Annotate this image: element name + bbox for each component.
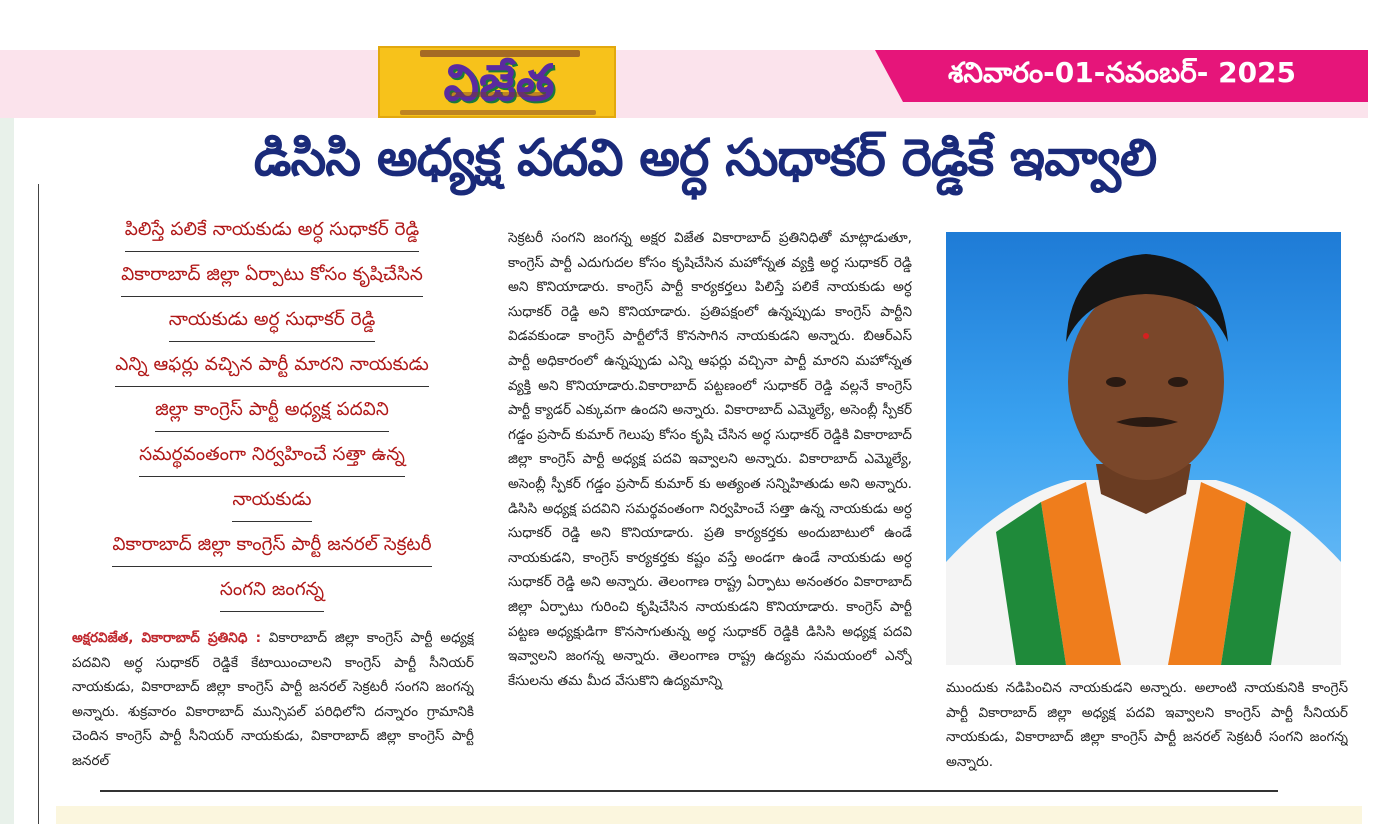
article-dateline: అక్షరవిజేత, వికారాబాద్ ప్రతినిధి : bbox=[72, 630, 262, 646]
highlight-line: వికారాబాద్ జిల్లా కాంగ్రెస్ పార్టీ జనరల్ సెక్రటరీ bbox=[112, 531, 431, 567]
column-divider-line bbox=[38, 184, 39, 824]
logo-tagline-bottom bbox=[400, 110, 596, 115]
highlight-line: జిల్లా కాంగ్రెస్ పార్టీ అధ్యక్ష పదవిని bbox=[155, 396, 389, 432]
logo-name: విజేత bbox=[443, 54, 555, 112]
highlight-line: ఎన్ని ఆఫర్లు వచ్చిన పార్టీ మారని నాయకుడు bbox=[115, 351, 429, 387]
article-headline: డిసిసి అధ్యక్ష పదవి అర్ధ సుధాకర్ రెడ్డికే ఇవ్వాలి bbox=[253, 129, 1157, 188]
article-column-2: సెక్రటరీ సంగని జంగన్న అక్షర విజేత వికారాబాద్ ప్రతినిధితో మాట్లాడుతూ, కాంగ్రెస్ పార్టీ ఎదుగుదల కోసం కృషిచేసిన మహోన్నత వ్యక్తి అర్ధ సుధాకర్ రెడ్డి అని కొనియాడారు. కాంగ్రెస్ పార్టీ కార్యకర్తలు పిలిస్తే పలికే నాయకుడు అర్ధ సుధాకర్ రెడ్డి అని కొనియాడారు. ప్రతిపక్షంలో ఉన్నప్పుడు కాంగ్రెస్ పార్టీని విడవకుండా కాంగ్రెస్ పార్టీలోనే కొనసాగిన నాయకుడని అన్నారు. బిఆర్ఎస్ పార్టీ అధికారంలో ఉన్నప్పుడు ఎన్ని ఆఫర్లు వచ్చినా పార్టీ మారని మహోన్నత వ్యక్తి అని కొనియాడారు.వికారాబాద్ పట్టణంలో సుధాకర్ రెడ్డి వల్లనే కాంగ్రెస్ పార్టీ క్యాడర్ ఎక్కువగా ఉందని అన్నారు. వికారాబాద్ ఎమ్మెల్యే, అసెంబ్లీ స్పీకర్ గడ్డం ప్రసాద్ కుమార్ గెలుపు కోసం కృషి చేసిన అర్ధ సుధాకర్ రెడ్డికి వికారాబాద్ జిల్లా కాంగ్రెస్ పార్టీ అధ్యక్ష పదవి ఇవ్వాలని అన్నారు. వికారాబాద్ ఎమ్మెల్యే, అసెంబ్లీ స్పీకర్ గడ్డం ప్రసాద్ కుమార్ కు అత్యంత సన్నిహితుడు అని అన్నారు. డిసిసి అధ్యక్ష పదవిని సమర్థవంతంగా నిర్వహించే సత్తా ఉన్న నాయకుడు అర్ధ సుధాకర్ రెడ్డి అని కొనియాడారు. ప్రతి కార్యకర్తకు అందుబాటులో ఉండే నాయకుడని, కాంగ్రెస్ కార్యకర్తకు కష్టం వస్తే అండగా ఉండే నాయకుడు అర్ధ సుధాకర్ రెడ్డి అని అన్నారు. తెలంగాణ రాష్ట్ర ఏర్పాటు అనంతరం వికారాబాద్ జిల్లా ఏర్పాటు గురించి కృషిచేసిన నాయకుడని కొనియాడారు. కాంగ్రెస్ పార్టీ పట్టణ అధ్యక్షుడిగా కొనసాగుతున్న అర్ధ సుధాకర్ రెడ్డికి డిసిసి అధ్యక్ష పదవి ఇవ్వాలని జంగన్న అన్నారు. తెలంగాణ రాష్ట్ర ఉద్యమ సమయంలో ఎన్నో కేసులను తమ మీద వేసుకొని ఉద్యమాన్ని bbox=[508, 230, 912, 689]
article-end-rule bbox=[100, 790, 1278, 792]
highlights-box bbox=[66, 216, 478, 621]
highlight-line: నాయకుడు అర్ధ సుధాకర్ రెడ్డి bbox=[169, 306, 376, 342]
leader-photo bbox=[946, 232, 1341, 665]
person-portrait-icon bbox=[946, 232, 1341, 665]
highlight-line: సమర్థవంతంగా నిర్వహించే సత్తా ఉన్న bbox=[139, 441, 405, 477]
article-column-1-text: వికారాబాద్ జిల్లా కాంగ్రెస్ పార్టీ అధ్యక్ష పదవిని అర్ధ సుధాకర్ రెడ్డికే కేటాయించాలని కాంగ్రెస్ పార్టీ సీనియర్ నాయకుడు, వికారాబాద్ జిల్లా కాంగ్రెస్ పార్టీ జనరల్ సెక్రటరీ సంగని జంగన్న అన్నారు. శుక్రవారం వికారాబాద్ మున్సిపల్ పరిధిలోని దన్నారం గ్రామానికి చెందిన కాంగ్రెస్ పార్టీ సీనియర్ నాయకుడు, వికారాబాద్ జిల్లా కాంగ్రెస్ పార్టీ జనరల్ bbox=[72, 630, 474, 769]
highlight-line: సంగని జంగన్న bbox=[220, 576, 324, 612]
next-article-band bbox=[56, 806, 1362, 824]
logo-tagline-middle bbox=[450, 92, 546, 97]
highlight-line: పిలిస్తే పలికే నాయకుడు అర్ధ సుధాకర్ రెడ్డి bbox=[125, 216, 419, 252]
newspaper-logo bbox=[378, 46, 616, 118]
highlight-line: వికారాబాద్ జిల్లా ఏర్పాటు కోసం కృషిచేసిన bbox=[121, 261, 423, 297]
article-column-1 bbox=[72, 626, 474, 776]
issue-date: శనివారం-01-నవంబర్- 2025 bbox=[947, 56, 1297, 89]
left-margin-strip bbox=[0, 118, 14, 824]
article-column-3: ముందుకు నడిపించిన నాయకుడని అన్నారు. అలాంటి నాయకునికి కాంగ్రెస్ పార్టీ వికారాబాద్ జిల్లా అధ్యక్ష పదవి ఇవ్వాలని కాంగ్రెస్ పార్టీ సీనియర్ నాయకుడు, వికారాబాద్ జిల్లా కాంగ్రెస్ పార్టీ జనరల్ సెక్రటరీ సంగని జంగన్న అన్నారు. bbox=[946, 680, 1348, 770]
highlight-line: నాయకుడు bbox=[232, 486, 311, 522]
